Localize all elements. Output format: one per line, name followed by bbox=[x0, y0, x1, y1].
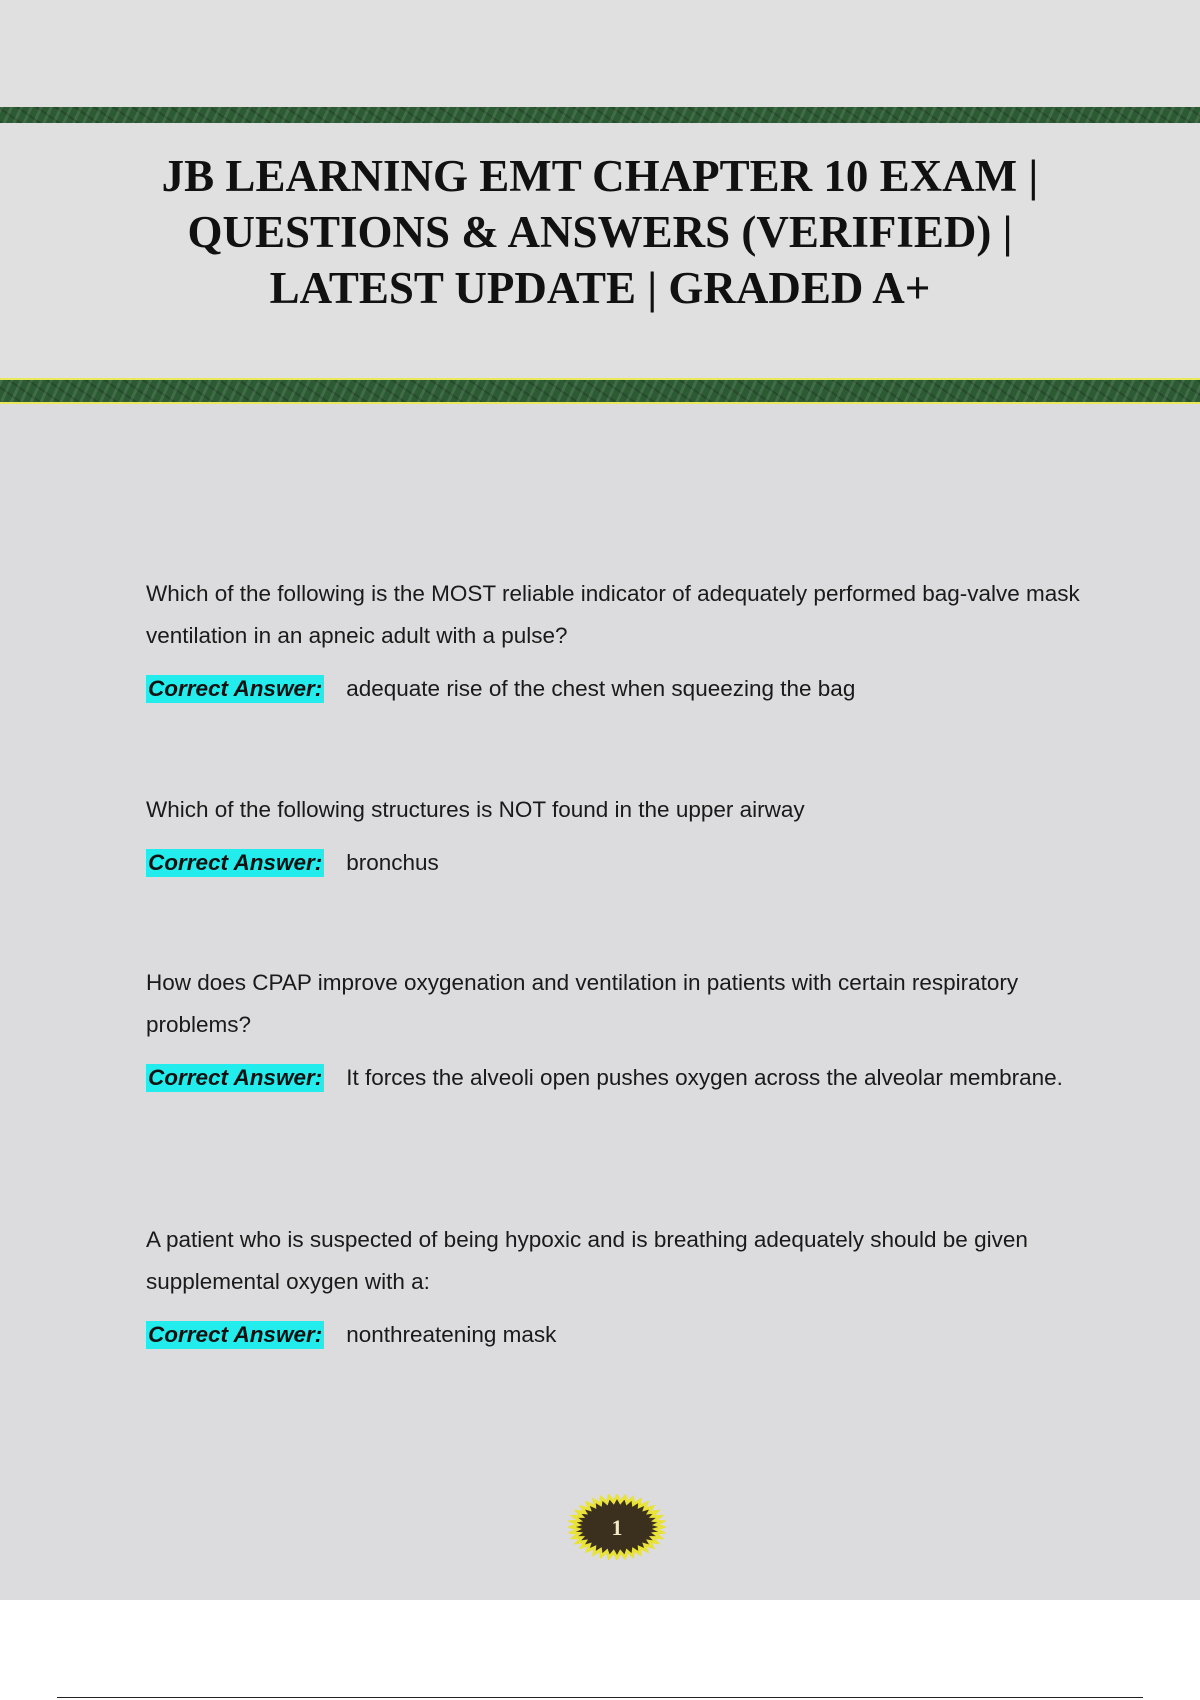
footer-rule bbox=[57, 1697, 1143, 1698]
answer-text: bronchus bbox=[346, 850, 439, 875]
correct-answer-label: Correct Answer: bbox=[148, 1322, 323, 1347]
answer-row bbox=[146, 842, 1096, 884]
correct-answer-label: Correct Answer: bbox=[148, 676, 323, 701]
document-title: JB LEARNING EMT CHAPTER 10 EXAM | QUESTIONS & ANSWERS (VERIFIED) | LATEST UPDATE | GRADED A+ bbox=[161, 151, 1039, 313]
question-text: A patient who is suspected of being hypoxic and is breathing adequately should be given supplemental oxygen with a: bbox=[146, 1227, 1028, 1294]
qa-item-3 bbox=[146, 962, 1096, 1099]
answer-text: nonthreatening mask bbox=[346, 1322, 557, 1347]
qa-item-4 bbox=[146, 1219, 1096, 1356]
answer-row bbox=[146, 668, 1096, 710]
bottom-decorative-bar bbox=[0, 380, 1200, 402]
correct-answer-label: Correct Answer: bbox=[148, 1065, 323, 1090]
qa-item-2 bbox=[146, 789, 1096, 884]
question-text: Which of the following is the MOST reliable indicator of adequately performed bag-valve mask ventilation in an apneic adult with a pulse? bbox=[146, 581, 1080, 648]
answer-row bbox=[146, 1057, 1096, 1099]
answer-row bbox=[146, 1314, 1096, 1356]
top-decorative-bar bbox=[0, 107, 1200, 123]
answer-text: adequate rise of the chest when squeezing the bag bbox=[346, 676, 856, 701]
qa-item-1 bbox=[146, 573, 1096, 710]
question-text: How does CPAP improve oxygenation and ventilation in patients with certain respiratory problems? bbox=[146, 970, 1019, 1037]
page-number: 1 bbox=[611, 1515, 623, 1540]
page-number-badge bbox=[568, 1494, 666, 1560]
answer-text: It forces the alveoli open pushes oxygen across the alveolar membrane. bbox=[346, 1065, 1063, 1090]
question-text: Which of the following structures is NOT found in the upper airway bbox=[146, 797, 805, 822]
correct-answer-label: Correct Answer: bbox=[148, 850, 323, 875]
